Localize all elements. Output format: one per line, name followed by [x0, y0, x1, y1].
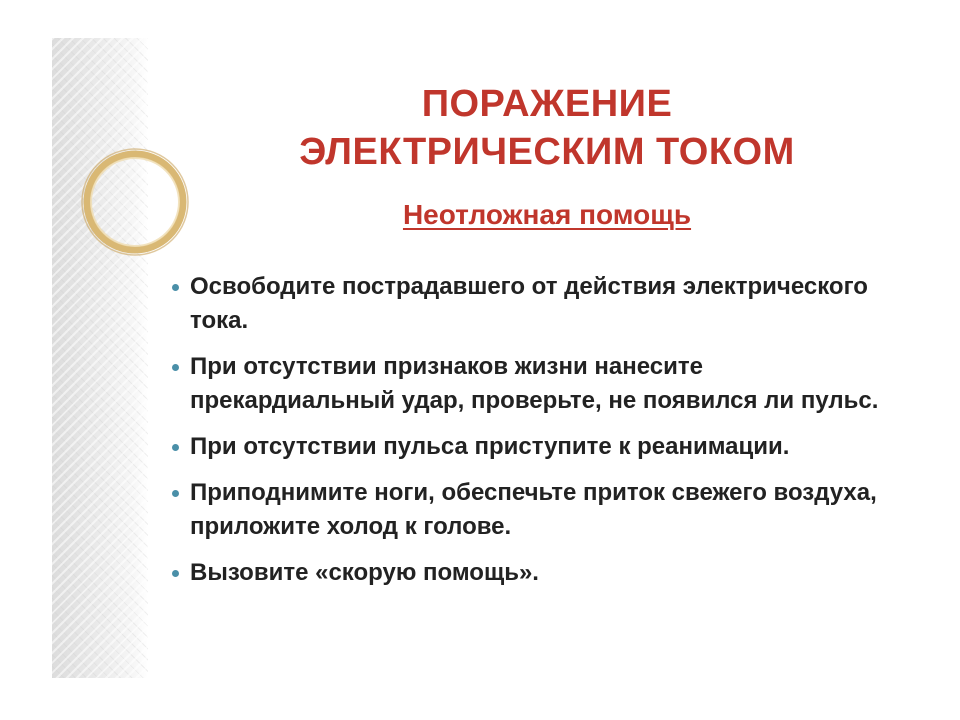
- bullet-item: [172, 270, 892, 338]
- bullet-text: При отсутствии признаков жизни нанесите прекардиальный удар, проверьте, не появился ли пульс.: [190, 353, 879, 414]
- bullet-dot-icon: [172, 490, 179, 497]
- bullet-dot-icon: [172, 444, 179, 451]
- slide-title-line-1: ПОРАЖЕНИЕ: [421, 83, 673, 125]
- slide-title-line-2: ЭЛЕКТРИЧЕСКИМ ТОКОМ: [299, 131, 795, 173]
- bullet-item: [172, 476, 892, 544]
- bullet-list: [172, 270, 892, 602]
- bullet-dot-icon: [172, 284, 179, 291]
- slide: [52, 38, 910, 678]
- slide-subtitle: Неотложная помощь: [402, 199, 692, 230]
- bullet-text: При отсутствии пульса приступите к реанимации.: [190, 433, 790, 460]
- bullet-item: [172, 350, 892, 418]
- bullet-dot-icon: [172, 570, 179, 577]
- decorative-side-strip: [52, 38, 148, 678]
- bullet-dot-icon: [172, 364, 179, 371]
- bullet-item: [172, 556, 892, 590]
- gold-ring-icon: [76, 143, 194, 261]
- bullet-text: Приподнимите ноги, обеспечьте приток свежего воздуха, приложите холод к голове.: [190, 479, 877, 540]
- bullet-text: Освободите пострадавшего от действия электрического тока.: [190, 273, 868, 334]
- bullet-item: [172, 430, 892, 464]
- bullet-text: Вызовите «скорую помощь».: [190, 559, 539, 586]
